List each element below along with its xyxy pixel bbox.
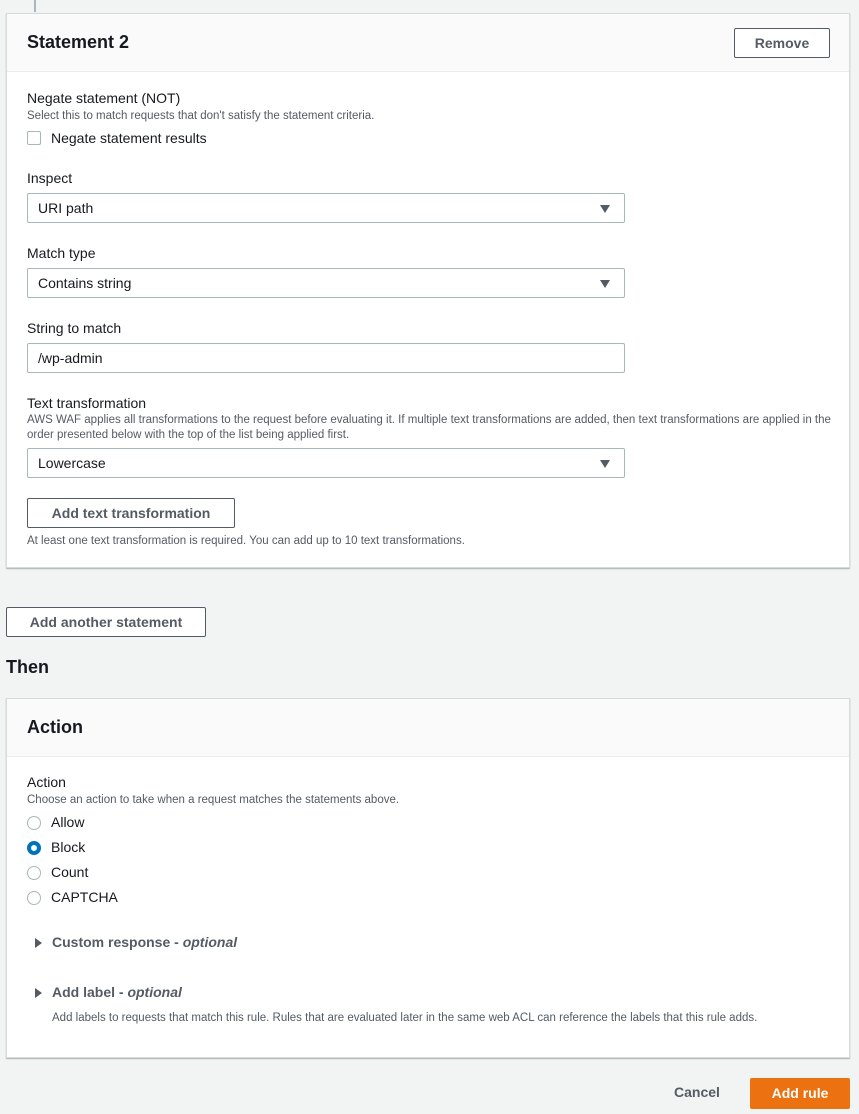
add-rule-button[interactable]: Add rule [750, 1078, 850, 1109]
string-to-match-label: String to match [27, 320, 122, 336]
text-transformation-select[interactable] [27, 448, 625, 478]
radio-block-label[interactable]: Block [51, 839, 86, 855]
caret-down-icon [600, 280, 610, 288]
add-text-transformation-button[interactable]: Add text transformation [27, 498, 235, 528]
action-header [7, 699, 849, 757]
match-type-label: Match type [27, 245, 96, 261]
radio-captcha[interactable] [27, 891, 41, 905]
caret-right-icon[interactable] [35, 988, 42, 998]
radio-count[interactable] [27, 866, 41, 880]
caret-down-icon [600, 205, 610, 213]
inspect-label: Inspect [27, 170, 73, 186]
negate-checkbox-label[interactable]: Negate statement results [51, 130, 207, 146]
add-label-description: Add labels to requests that match this rule. Rules that are evaluated later in the same web ACL can reference the labels that this rule adds. [52, 1012, 758, 1024]
negate-label: Negate statement (NOT) [27, 90, 181, 106]
add-another-statement-button[interactable]: Add another statement [6, 607, 206, 637]
text-transformation-description: AWS WAF applies all transformations to the request before evaluating it. If multiple text transformations are added, then text transformations are applied in the order presented below with the top of the list being applied first. [27, 414, 831, 441]
match-type-value: Contains string [38, 275, 132, 291]
cancel-button[interactable]: Cancel [674, 1084, 720, 1100]
inspect-select[interactable] [27, 193, 625, 223]
caret-down-icon [600, 460, 610, 468]
radio-captcha-label[interactable]: CAPTCHA [51, 889, 118, 905]
add-label-label: Add label - [52, 984, 128, 1000]
then-heading: Then [6, 657, 49, 677]
caret-right-icon[interactable] [35, 938, 42, 948]
custom-response-toggle[interactable] [52, 934, 237, 950]
radio-allow[interactable] [27, 816, 41, 830]
radio-count-label[interactable]: Count [51, 864, 89, 880]
text-transformation-value: Lowercase [38, 455, 106, 471]
tree-connector-line [34, 0, 36, 12]
remove-button[interactable]: Remove [734, 28, 830, 58]
action-panel [6, 698, 850, 1058]
text-transformation-label: Text transformation [27, 395, 147, 411]
custom-response-label: Custom response - [52, 934, 183, 950]
custom-response-optional: optional [182, 934, 238, 950]
statement-title: Statement 2 [27, 32, 130, 52]
statement-header [7, 14, 849, 72]
negate-checkbox[interactable] [27, 131, 41, 145]
string-to-match-input[interactable]: /wp-admin [27, 343, 625, 373]
radio-allow-label[interactable]: Allow [51, 814, 85, 830]
action-description: Choose an action to take when a request matches the statements above. [27, 794, 400, 806]
add-label-optional: optional [127, 984, 182, 1000]
action-label: Action [27, 774, 66, 790]
statement-panel [6, 13, 850, 568]
add-label-toggle[interactable] [52, 984, 182, 1000]
radio-block[interactable] [27, 841, 41, 855]
inspect-value: URI path [38, 200, 94, 216]
action-title: Action [27, 717, 83, 737]
match-type-select[interactable] [27, 268, 625, 298]
negate-description: Select this to match requests that don't satisfy the statement criteria. [27, 110, 375, 122]
text-transformation-hint: At least one text transformation is required. You can add up to 10 text transformations. [27, 535, 465, 547]
